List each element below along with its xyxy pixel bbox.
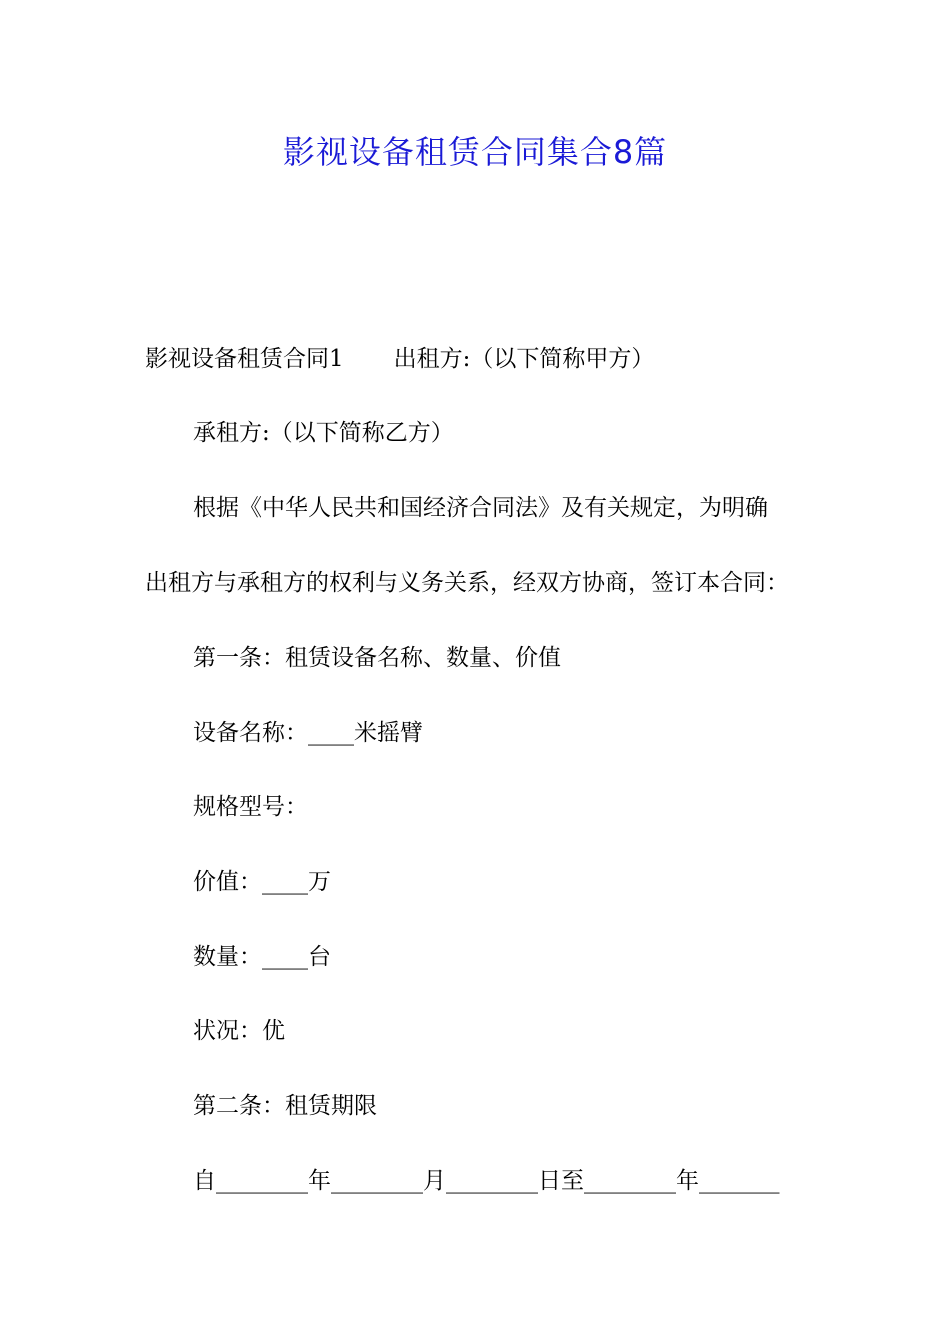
spec-model-line: 规格型号： bbox=[193, 794, 308, 820]
quantity-line: 数量：____台 bbox=[193, 944, 331, 970]
equipment-name-line: 设备名称：____米摇臂 bbox=[193, 720, 423, 746]
lease-term-line: 自________年________月________日至________年_______ bbox=[193, 1168, 780, 1194]
preamble-line-1: 根据《中华人民共和国经济合同法》及有关规定，为明确 bbox=[193, 495, 768, 521]
preamble-line-2: 出租方与承租方的权利与义务关系，经双方协商，签订本合同： bbox=[145, 570, 789, 596]
section-heading: 影视设备租赁合同1 bbox=[145, 346, 344, 372]
lessee-line: 承租方:（以下简称乙方） bbox=[193, 420, 454, 446]
lessor-line: 出租方:（以下简称甲方） bbox=[393, 346, 655, 372]
article-1-title: 第一条：租赁设备名称、数量、价值 bbox=[193, 645, 561, 671]
article-2-title: 第二条：租赁期限 bbox=[193, 1093, 377, 1119]
value-line: 价值：____万 bbox=[193, 869, 331, 895]
document-title: 影视设备租赁合同集合8篇 bbox=[282, 133, 668, 171]
contract-first-line bbox=[145, 342, 654, 376]
condition-line: 状况：优 bbox=[193, 1018, 285, 1044]
